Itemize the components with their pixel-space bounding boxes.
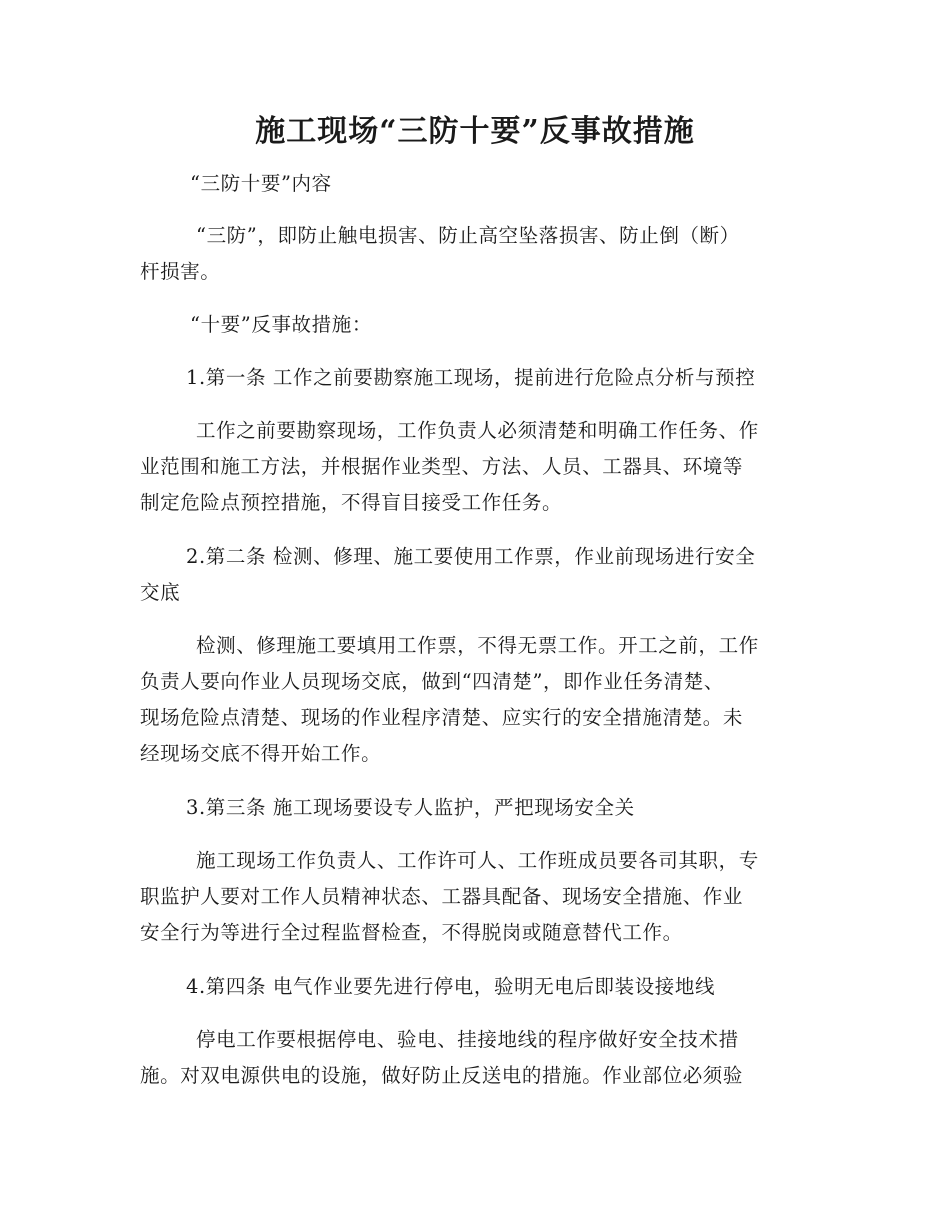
paragraph-line: 施。对双电源供电的设施，做好防止反送电的措施。作业部位必须验	[140, 1064, 744, 1087]
clause-heading-line: 2.第二条 检测、修理、施工要使用工作票，作业前现场进行安全	[186, 545, 756, 568]
section-heading-line: “三防十要”内容	[190, 172, 332, 195]
document-title: 施工现场“三防十要”反事故措施	[255, 114, 695, 149]
clause-heading-line: 3.第三条 施工现场要设专人监护，严把现场安全关	[186, 796, 635, 819]
paragraph-line: 安全行为等进行全过程监督检查，不得脱岗或随意替代工作。	[140, 921, 683, 944]
paragraph-line: 经现场交底不得开始工作。	[140, 742, 382, 765]
paragraph-line: 工作之前要勘察现场，工作负责人必须清楚和明确工作任务、作	[196, 419, 759, 442]
paragraph-line: “三防”，即防止触电损害、防止高空坠落损害、防止倒（断）	[196, 224, 740, 247]
section-heading-line: “十要”反事故措施：	[190, 313, 372, 336]
paragraph-line: 制定危险点预控措施，不得盲目接受工作任务。	[140, 491, 563, 514]
paragraph-line: 负责人要向作业人员现场交底，做到“四清楚”，即作业任务清楚、	[140, 670, 724, 693]
paragraph-line: 停电工作要根据停电、验电、挂接地线的程序做好安全技术措	[196, 1028, 739, 1051]
clause-heading-line: 4.第四条 电气作业要先进行停电，验明无电后即装设接地线	[186, 975, 716, 998]
clause-heading-line: 交底	[140, 581, 181, 604]
paragraph-line: 施工现场工作负责人、工作许可人、工作班成员要各司其职，专	[196, 849, 759, 872]
paragraph-line: 业范围和施工方法，并根据作业类型、方法、人员、工器具、环境等	[140, 455, 744, 478]
paragraph-line: 检测、修理施工要填用工作票，不得无票工作。开工之前，工作	[196, 634, 759, 657]
clause-heading-line: 1.第一条 工作之前要勘察施工现场，提前进行危险点分析与预控	[186, 366, 756, 389]
paragraph-line: 现场危险点清楚、现场的作业程序清楚、应实行的安全措施清楚。未	[140, 706, 744, 729]
paragraph-line: 职监护人要对工作人员精神状态、工器具配备、现场安全措施、作业	[140, 885, 744, 908]
paragraph-line: 杆损害。	[140, 260, 221, 283]
